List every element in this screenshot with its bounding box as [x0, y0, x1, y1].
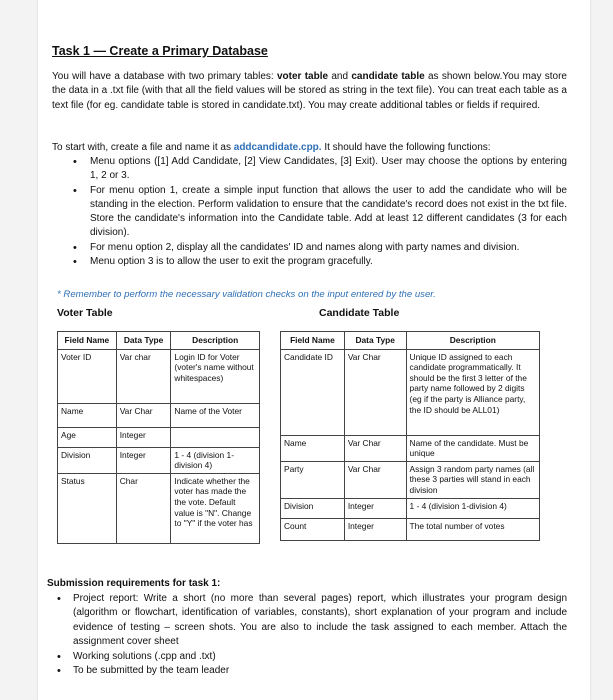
column-header: Description	[406, 332, 539, 350]
table-cell: Var char	[116, 349, 171, 403]
table-row	[58, 349, 260, 403]
table-cell: Unique ID assigned to each candidate programmatically. It should be the first 3 letter of the party name followed by 2 digits (eg if the party is Alliance party, the ID should be ALL01)	[406, 349, 539, 435]
candidate-table	[280, 331, 540, 541]
table-cell: Integer	[344, 498, 406, 518]
column-header: Field Name	[58, 332, 117, 350]
table-row	[281, 498, 540, 518]
table-row	[58, 427, 260, 447]
table-cell: Name of the Voter	[171, 403, 260, 427]
submission-list	[47, 592, 567, 678]
table-cell: Integer	[116, 427, 171, 447]
table-cell: Integer	[116, 447, 171, 473]
table-row	[281, 435, 540, 461]
list-item: • Working solutions (.cpp and .txt)	[57, 650, 216, 663]
table-cell: Division	[281, 498, 345, 518]
table-row	[58, 447, 260, 473]
table-cell: Count	[281, 518, 345, 540]
table-row	[281, 461, 540, 498]
task-title: Task 1 — Create a Primary Database	[52, 44, 268, 58]
table-cell: Assign 3 random party names (all these 3 parties will stand in each division	[406, 461, 539, 498]
list-item: • For menu option 2, display all the candidates' ID and names along with party names and division.	[73, 241, 520, 254]
column-header: Data Type	[344, 332, 406, 350]
table-cell: Status	[58, 473, 117, 543]
table-cell: Name of the candidate. Must be unique	[406, 435, 539, 461]
table-row	[281, 518, 540, 540]
column-header: Description	[171, 332, 260, 350]
voter-table-heading: Voter Table	[57, 307, 113, 319]
table-cell: Indicate whether the voter has made the the vote. Default value is "N". Change to "Y" if the voter has	[171, 473, 260, 543]
voter-table	[57, 331, 260, 544]
table-cell: Age	[58, 427, 117, 447]
start-paragraph: To start with, create a file and name it as addcandidate.cpp. It should have the following functions:	[52, 142, 491, 153]
table-cell: Var Char	[116, 403, 171, 427]
table-cell: 1 - 4 (division 1-division 4)	[406, 498, 539, 518]
list-item: • Menu option 3 is to allow the user to exit the program gracefully.	[73, 256, 373, 269]
table-row	[58, 473, 260, 543]
table-cell: Division	[58, 447, 117, 473]
candidate-table-heading: Candidate Table	[319, 307, 400, 319]
table-cell: Var Char	[344, 349, 406, 435]
list-item: • For menu option 1, create a simple input function that allows the user to add the candidate who will be standing in the election. Perform validation to ensure that the candidate's record does not exist in the txt file. Store the candidate's information into the Candidate table. Add at least 12 different candidates (3 for each division).	[73, 184, 567, 239]
submission-title: Submission requirements for task 1:	[47, 578, 221, 589]
table-cell: Integer	[344, 518, 406, 540]
list-item: • To be submitted by the team leader	[57, 665, 230, 678]
table-cell: Char	[116, 473, 171, 543]
list-item: • Menu options ([1] Add Candidate, [2] View Candidates, [3] Exit). User may choose the options by entering 1, 2 or 3.	[73, 156, 567, 182]
table-cell: The total number of votes	[406, 518, 539, 540]
table-cell: Candidate ID	[281, 349, 345, 435]
table-cell: Name	[281, 435, 345, 461]
table-cell	[171, 427, 260, 447]
table-cell: Var Char	[344, 461, 406, 498]
list-item: • Project report: Write a short (no more than several pages) report, which illustrates your program design (algorithm or flowchart, identification of variables, constants), short explanation of your program and include evidence of testing – screen shots. You are also to include the task assigned to each member. Attach the assignment cover sheet	[57, 593, 567, 648]
table-row	[58, 403, 260, 427]
table-header-row	[281, 332, 540, 350]
column-header: Field Name	[281, 332, 345, 350]
validation-note: * Remember to perform the necessary validation checks on the input entered by the user.	[57, 289, 436, 300]
table-row	[281, 349, 540, 435]
requirements-list	[52, 155, 567, 269]
table-cell: Name	[58, 403, 117, 427]
table-cell: Var Char	[344, 435, 406, 461]
table-cell: Voter ID	[58, 349, 117, 403]
column-header: Data Type	[116, 332, 171, 350]
table-cell: Login ID for Voter (voter's name without whitespaces)	[171, 349, 260, 403]
intro-paragraph: You will have a database with two primary tables: voter table and candidate table as shown below.You may store the data in a .txt file (with that all the field values will be stored as string in the text file). You can treat each table as a text file (for eg. candidate table is stored in candidate.txt). You may create additional tables or fields if required.	[52, 71, 567, 111]
table-cell: 1 - 4 (division 1- division 4)	[171, 447, 260, 473]
table-cell: Party	[281, 461, 345, 498]
table-header-row	[58, 332, 260, 350]
